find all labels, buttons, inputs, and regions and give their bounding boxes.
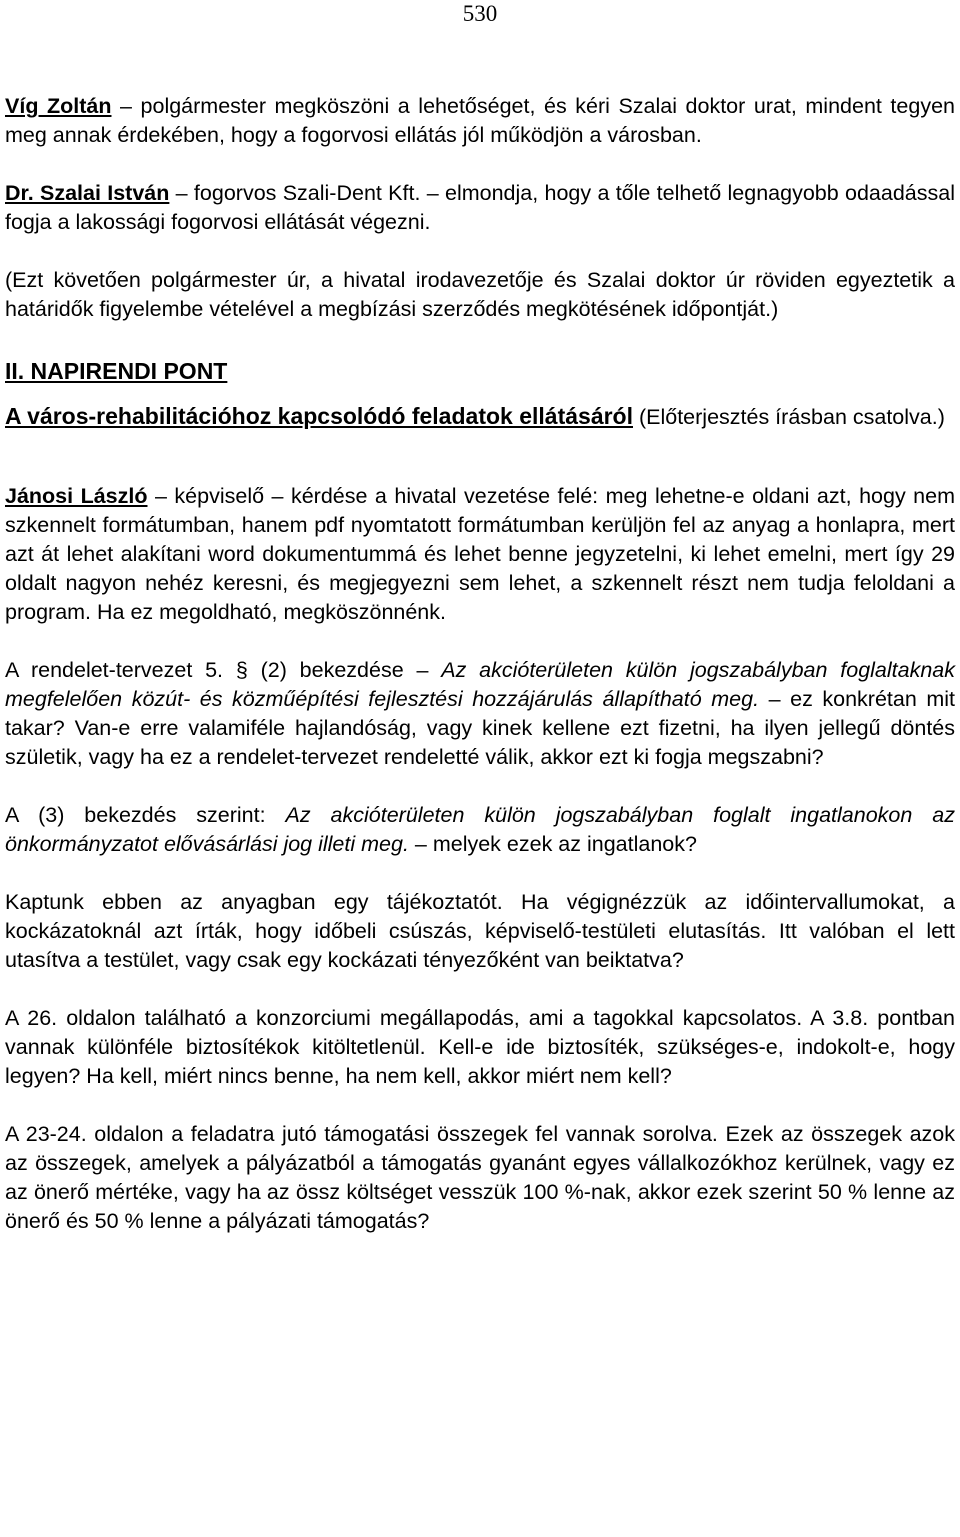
- paragraph-janosi-laszlo: [5, 482, 955, 627]
- paragraph-lead: A rendelet-tervezet 5. § (2) bekezdése –: [5, 658, 442, 682]
- agenda-title-paragraph: [5, 402, 955, 432]
- speaker-name: Víg Zoltán: [5, 94, 112, 118]
- paragraph-text: – polgármester megköszöni a lehetőséget, és kéri Szalai doktor urat, mindent tegyen meg annak érdekében, hogy a fogorvosi ellátás jól működjön a városban.: [5, 94, 955, 147]
- paragraph-text: – fogorvos Szali-Dent Kft. – elmondja, hogy a tőle telhető legnagyobb odaadással fogja a lakossági fogorvosi ellátását végezni.: [5, 181, 955, 234]
- quoted-text: Az akcióterületen külön jogszabályban foglalt ingatlanokon az önkormányzatot elővásárlási jog illeti meg.: [5, 803, 955, 856]
- paragraph-lead: A (3) bekezdés szerint:: [5, 803, 286, 827]
- agenda-title: A város-rehabilitációhoz kapcsolódó feladatok ellátásáról: [5, 403, 633, 429]
- paragraph-konzorciumi: A 26. oldalon található a konzorciumi megállapodás, ami a tagokkal kapcsolatos. A 3.8. pontban vannak különféle biztosítékok kitöltetlenül. Kell-e ide biztosíték, szükséges-e, indokolt-e, hogy legyen? Ha kell, miért nincs benne, ha nem kell, akkor miért nem kell?: [5, 1006, 955, 1088]
- page-number: 530: [462, 1, 498, 26]
- paragraph-text: – melyek ezek az ingatlanok?: [408, 832, 697, 856]
- paragraph-rendelet-5: [5, 656, 955, 772]
- paragraph-tajekoztato: Kaptunk ebben az anyagban egy tájékoztatót. Ha végignézzük az időintervallumokat, a kockázatoknál azt írták, hogy időbeli csúszás, képviselő-testületi elutasítás. Itt valóban el lett utasítva a testület, vagy csak egy kockázati tényezőként van beiktatva?: [5, 890, 955, 972]
- paragraph-bekezdes-3: [5, 801, 955, 859]
- paragraph-text: – ez konkrétan mit takar? Van-e erre valamiféle hajlandóság, vagy kinek kellene ezt fizetni, ha ilyen jellegű döntés születik, vagy ha ez a rendelet-tervezet rendeletté válik, akkor ezt ki fogja megszabni?: [5, 687, 955, 769]
- agenda-note: (Előterjesztés írásban csatolva.): [633, 405, 945, 429]
- paragraph-parenthetical-note: (Ezt követően polgármester úr, a hivatal irodavezetője és Szalai doktor úr röviden egyeztetik a határidők figyelembe vételével a megbízási szerződés megkötésének időpontját.): [5, 268, 955, 321]
- paragraph-tamogatasi-osszegek: A 23-24. oldalon a feladatra jutó támogatási összegek fel vannak sorolva. Ezek az összegek azok az összegek, amelyek a pályázatból a támogatás gyanánt egyes vállalkozókhoz kerülnek, vagy ez az önerő mértéke, vagy ha az össz költséget vesszük 100 %-nak, akkor ezek szerint 50 % lenne az önerő és 50 % lenne a pályázati támogatás?: [5, 1122, 955, 1233]
- paragraph-szalai-istvan: [5, 179, 955, 237]
- quoted-text: Az akcióterületen külön jogszabályban foglaltaknak megfelelően közút- és közműépítési fejlesztési hozzájárulás állapítható meg.: [5, 658, 956, 711]
- speaker-name: Jánosi László: [5, 484, 148, 508]
- agenda-heading: II. NAPIRENDI PONT: [5, 358, 228, 384]
- paragraph-vig-zoltan: [5, 92, 955, 150]
- speaker-name: Dr. Szalai István: [5, 181, 170, 205]
- paragraph-text: – képviselő – kérdése a hivatal vezetése felé: meg lehetne-e oldani azt, hogy nem szkennelt formátumban, hanem pdf nyomtatott formátumban kerüljön fel az anyag a honlapra, mert azt át lehet alakítani word dokumentummá és lehet benne jegyzetelni, ki lehet emelni, mert így 29 oldalt nagyon nehéz keresni, és megjegyezni sem lehet, a szkennelt részt nem tudja feloldani a program. Ha ez megoldható, megköszönnénk.: [5, 484, 955, 624]
